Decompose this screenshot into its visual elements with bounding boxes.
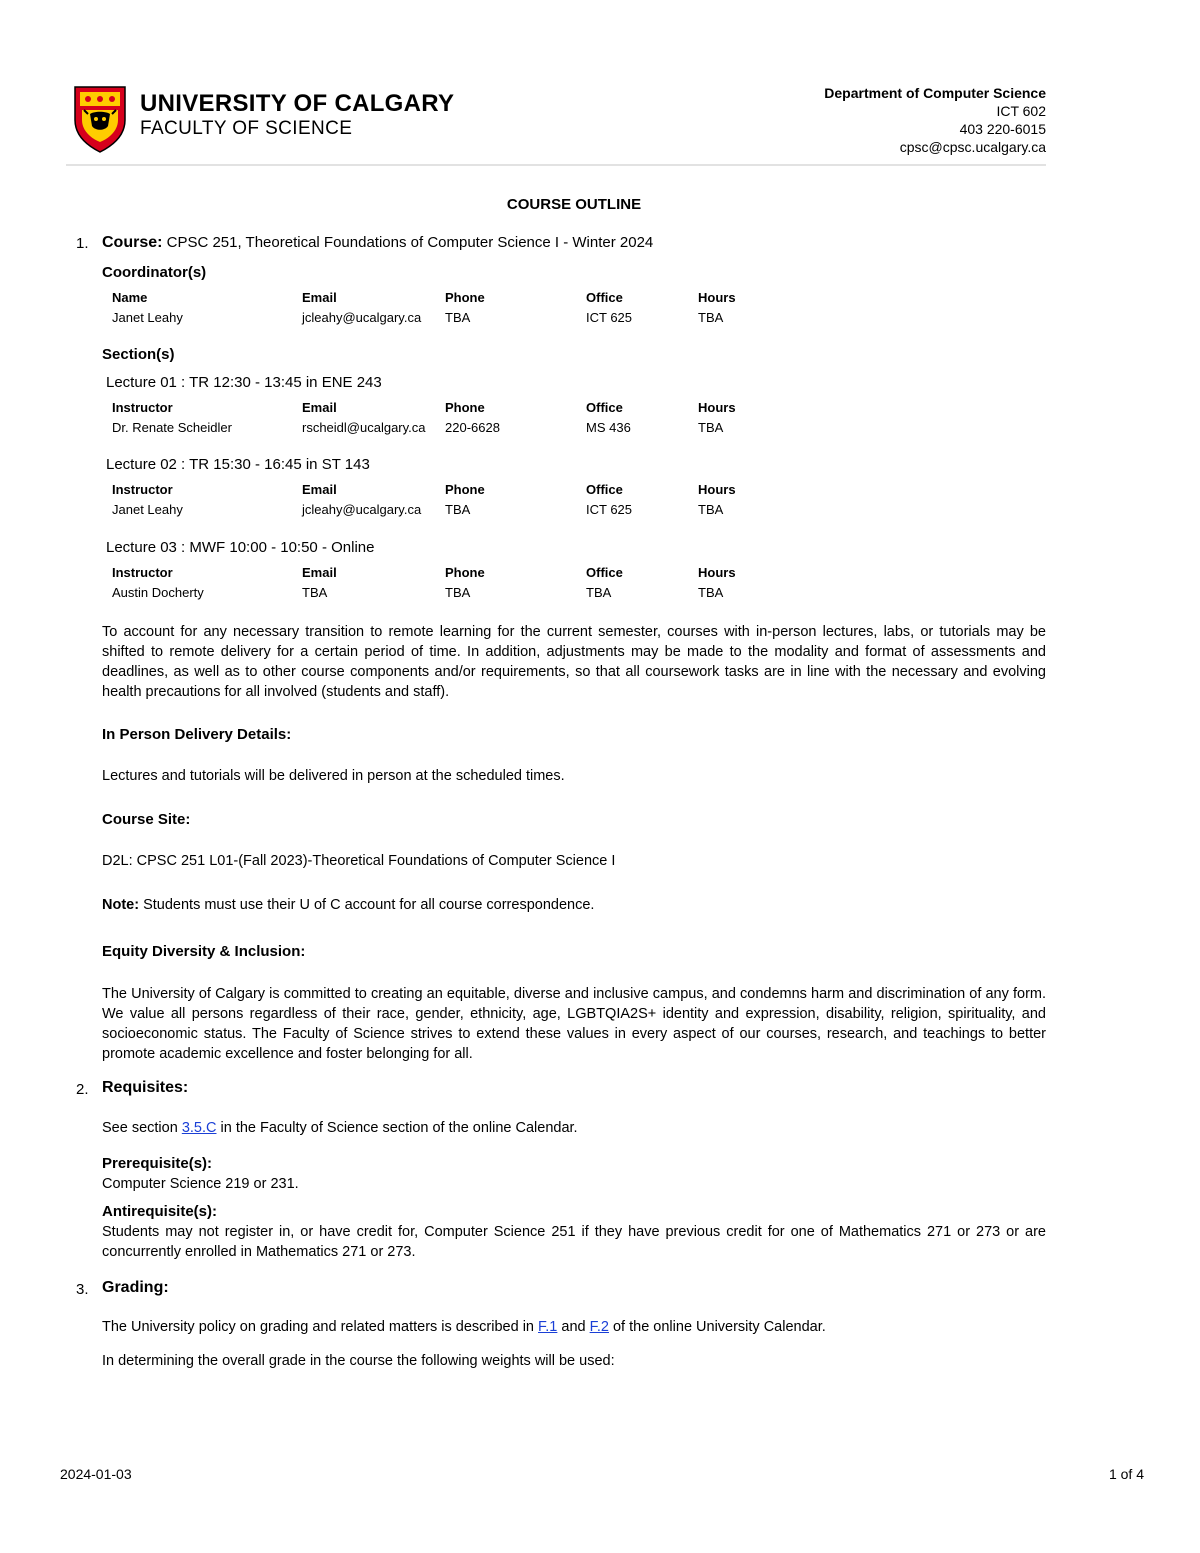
university-crest-icon	[72, 84, 128, 154]
coordinator-table	[112, 287, 778, 327]
table-header-row	[112, 397, 778, 417]
column-header: Phone	[445, 399, 485, 415]
table-cell: TBA	[445, 309, 471, 325]
grading-policy-line	[102, 1317, 1046, 1337]
column-header: Hours	[698, 564, 736, 580]
table-cell: MS 436	[586, 419, 631, 435]
note-label: Note:	[102, 897, 140, 913]
table-header-row	[112, 562, 778, 582]
calendar-f1-link[interactable]: F.1	[538, 1319, 558, 1335]
column-header: Email	[302, 564, 337, 580]
equity-paragraph: The University of Calgary is committed to creating an equitable, diverse and inclusive campus, and condemns harm and discrimination of any form. We value all persons regardless of their race, gender, ethnicity, age, LGBTQIA2S+ identity and expression, disability, religion, spirituality, and socioeconomic status. The Faculty of Science strives to extend these values in every aspect of our courses, research, and teachings to better promote academic excellence and foster belonging for all.	[102, 986, 1046, 1062]
sections-heading: Section(s)	[102, 346, 175, 363]
column-header: Phone	[445, 564, 485, 580]
column-header: Instructor	[112, 481, 173, 497]
table-header-row	[112, 479, 778, 499]
antirequisite-text: Students may not register in, or have credit for, Computer Science 251 if they have previous credit for one of Mathematics 271 or 273 or are concurrently enrolled in Mathematics 271 or 273.	[102, 1224, 1046, 1260]
table-cell: TBA	[698, 419, 724, 435]
department-phone: 403 220-6015	[959, 121, 1046, 137]
section-number: 1.	[76, 235, 89, 252]
policy-and: and	[557, 1319, 590, 1335]
table-cell: Dr. Renate Scheidler	[112, 419, 232, 435]
column-header: Instructor	[112, 564, 173, 580]
table-cell: ICT 625	[586, 309, 633, 325]
table-cell: TBA	[302, 584, 328, 600]
requisites-see-line	[102, 1118, 1046, 1138]
table-cell: TBA	[445, 501, 471, 517]
column-header: Hours	[698, 399, 736, 415]
column-header: Email	[302, 399, 337, 415]
course-site-heading: Course Site:	[102, 811, 191, 828]
remote-learning-paragraph: To account for any necessary transition to remote learning for the current semester, courses with in-person lectures, labs, or tutorials may be shifted to remote delivery for a certain period of time. In addition, adjustments may be made to the modality and format of assessments and deadlines, as well as to other course components and/or requirements, so that all coursework tasks are in line with the necessary and evolving health precautions for all involved (students and staff).	[102, 624, 1046, 700]
department-name: Department of Computer Science	[824, 85, 1046, 101]
section-number: 3.	[76, 1281, 89, 1298]
table-cell: Janet Leahy	[112, 501, 183, 517]
antirequisite-heading: Antirequisite(s):	[102, 1203, 218, 1220]
lecture-title: Lecture 03 : MWF 10:00 - 10:50 - Online	[106, 539, 375, 556]
column-header: Hours	[698, 289, 736, 305]
course-site-text: D2L: CPSC 251 L01-(Fall 2023)-Theoretical Foundations of Computer Science I	[102, 853, 616, 869]
see-suffix: in the Faculty of Science section of the online Calendar.	[216, 1120, 578, 1136]
in-person-text: Lectures and tutorials will be delivered in person at the scheduled times.	[102, 768, 565, 784]
policy-suffix: of the online University Calendar.	[608, 1319, 826, 1335]
section-number: 2.	[76, 1081, 89, 1098]
column-header: Instructor	[112, 399, 173, 415]
coordinators-heading: Coordinator(s)	[102, 264, 207, 281]
department-room: ICT 602	[996, 103, 1046, 119]
column-header: Phone	[445, 481, 485, 497]
header-divider	[66, 164, 1046, 166]
table-row	[112, 582, 778, 602]
faculty-name: FACULTY OF SCIENCE	[140, 118, 353, 139]
table-cell: TBA	[698, 501, 724, 517]
department-contact	[824, 84, 1046, 156]
column-header: Office	[586, 289, 623, 305]
lecture-instructor-table	[112, 562, 778, 602]
grading-heading-line	[76, 1279, 169, 1298]
table-cell: ICT 625	[586, 501, 633, 517]
table-cell: TBA	[698, 309, 724, 325]
table-row	[112, 499, 778, 519]
requisites-heading-line	[76, 1079, 189, 1098]
table-cell: TBA	[698, 584, 724, 600]
table-row	[112, 307, 778, 327]
table-cell: TBA	[586, 584, 612, 600]
table-cell: Austin Docherty	[112, 584, 204, 600]
calendar-f2-link[interactable]: F.2	[589, 1319, 609, 1335]
university-name: UNIVERSITY OF CALGARY	[140, 90, 455, 117]
see-prefix: See section	[102, 1120, 182, 1136]
table-cell: jcleahy@ucalgary.ca	[302, 501, 422, 517]
column-header: Office	[586, 481, 623, 497]
requisites-heading: Requisites:	[102, 1079, 189, 1096]
calendar-section-link[interactable]: 3.5.C	[181, 1120, 217, 1136]
footer-page-number: 1 of 4	[1108, 1466, 1144, 1482]
table-cell: Janet Leahy	[112, 309, 183, 325]
in-person-heading: In Person Delivery Details:	[102, 726, 292, 743]
column-header: Phone	[445, 289, 485, 305]
column-header: Name	[112, 289, 148, 305]
grading-heading: Grading:	[102, 1279, 169, 1296]
table-header-row	[112, 287, 778, 307]
column-header: Email	[302, 481, 337, 497]
page-title: COURSE OUTLINE	[506, 196, 642, 213]
lecture-instructor-table	[112, 397, 778, 437]
table-cell: TBA	[445, 584, 471, 600]
course-value: CPSC 251, Theoretical Foundations of Computer Science I - Winter 2024	[162, 234, 654, 251]
note-line	[102, 895, 1046, 915]
prerequisite-text: Computer Science 219 or 231.	[102, 1176, 299, 1192]
table-cell: jcleahy@ucalgary.ca	[302, 309, 422, 325]
column-header: Email	[302, 289, 337, 305]
department-email: cpsc@cpsc.ucalgary.ca	[899, 139, 1046, 155]
grading-weights-text: In determining the overall grade in the course the following weights will be used:	[102, 1353, 615, 1369]
column-header: Office	[586, 399, 623, 415]
course-label: Course:	[102, 234, 163, 251]
column-header: Hours	[698, 481, 736, 497]
lecture-title: Lecture 02 : TR 15:30 - 16:45 in ST 143	[106, 456, 370, 473]
course-line	[76, 234, 1046, 252]
note-text: Students must use their U of C account for all course correspondence.	[139, 897, 595, 913]
equity-heading: Equity Diversity & Inclusion:	[102, 943, 306, 960]
footer-date: 2024-01-03	[60, 1466, 132, 1482]
table-row	[112, 417, 778, 437]
column-header: Office	[586, 564, 623, 580]
prerequisite-heading: Prerequisite(s):	[102, 1155, 213, 1172]
policy-prefix: The University policy on grading and related matters is described in	[102, 1319, 539, 1335]
lecture-instructor-table	[112, 479, 778, 519]
table-cell: rscheidl@ucalgary.ca	[302, 419, 426, 435]
lecture-title: Lecture 01 : TR 12:30 - 13:45 in ENE 243	[106, 374, 382, 391]
university-logo	[72, 80, 472, 156]
table-cell: 220-6628	[445, 419, 500, 435]
